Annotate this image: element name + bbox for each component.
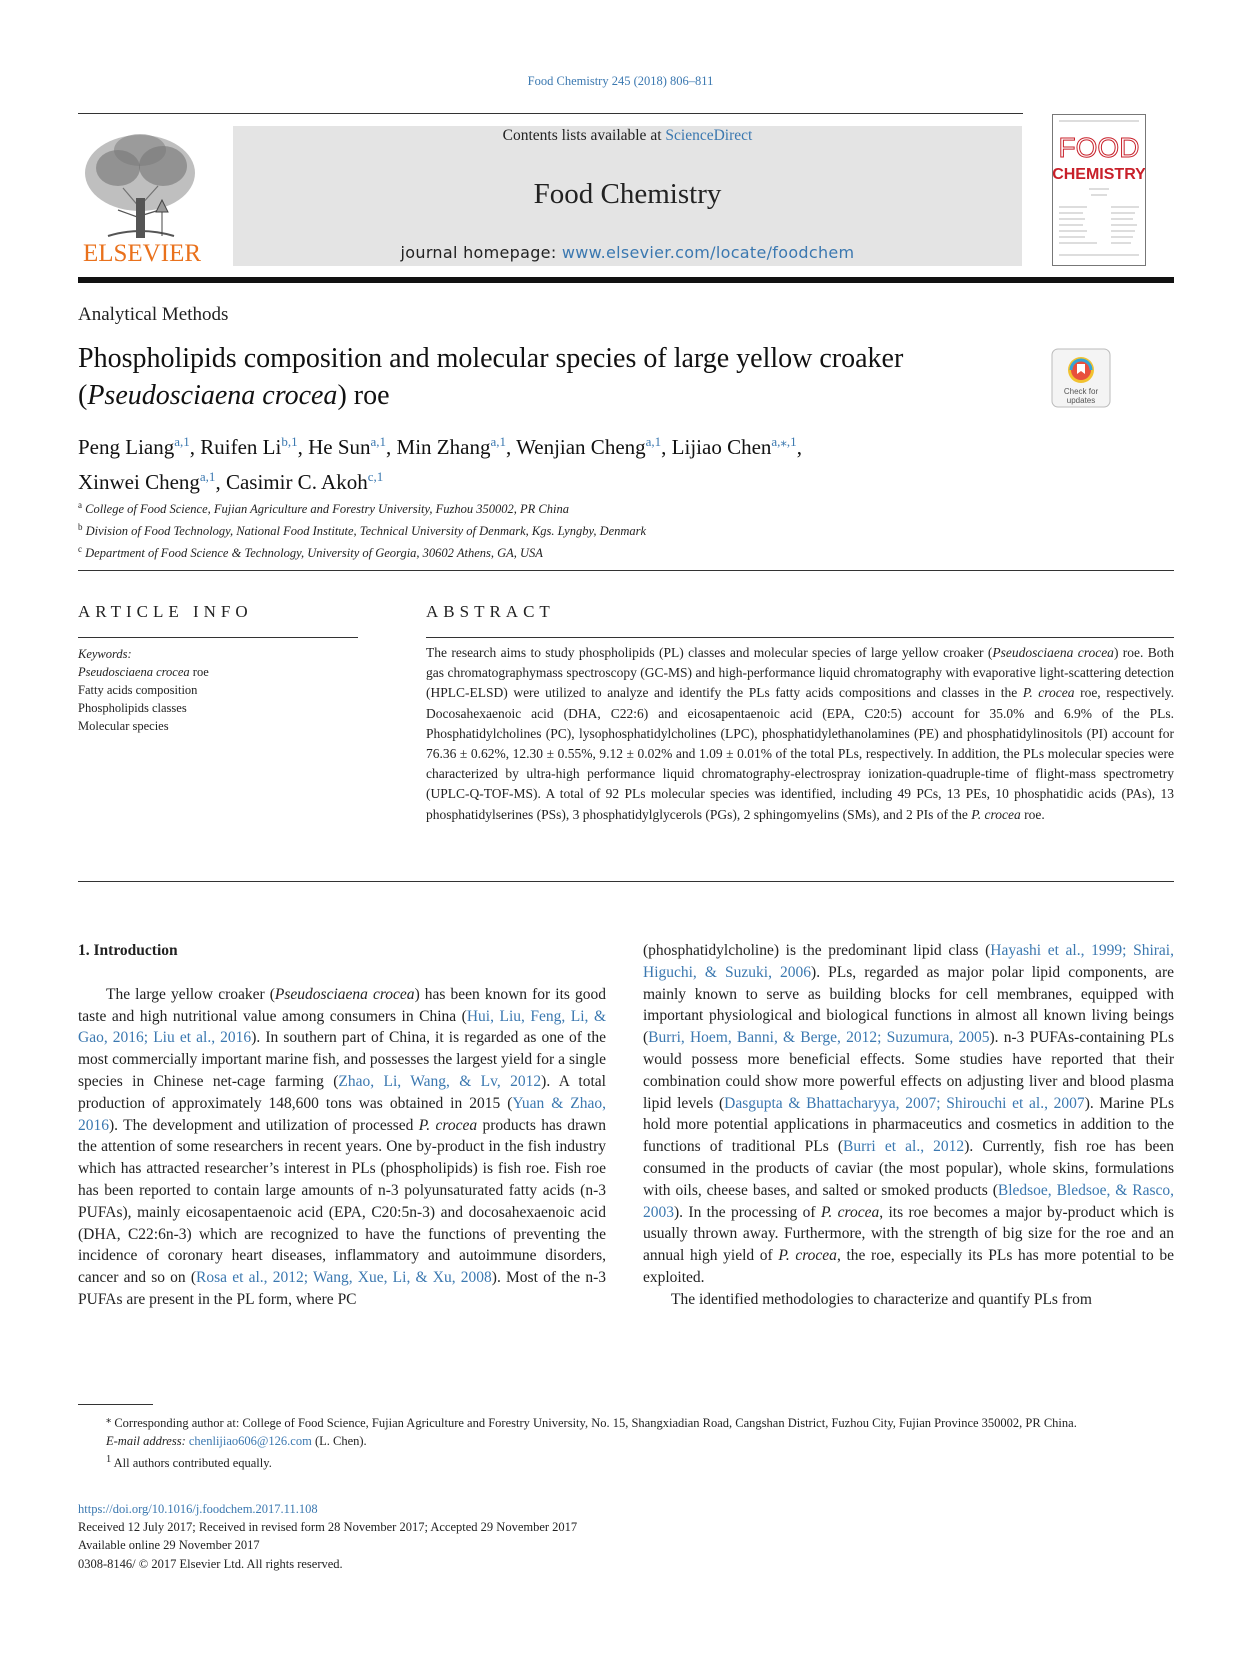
footnote-rule bbox=[78, 1404, 153, 1405]
article-info-heading: ARTICLE INFO bbox=[78, 602, 253, 621]
citation-link[interactable]: Rosa et al., 2012; Wang, Xue, Li, & Xu, 2008 bbox=[196, 1269, 492, 1287]
body-paragraph: (phosphatidylcholine) is the predominant lipid class (Hayashi et al., 1999; Shirai, Higuchi, & Suzuki, 2006). PLs, regarded as major polar lipid components, are mainly known to serve as building blocks for cell membranes, equipped with important physiological and biological functions in almost all known living beings (Burri, Hoem, Banni, & Berge, 2012; Suzumura, 2005). n-3 PUFAs-containing PLs would possess more beneficial effects. Some studies have reported that their combination could show more powerful effects on adjusting liver and blood plasma lipid levels (Dasgupta & Bhattacharyya, 2007; Shirouchi et al., 2007). Marine PLs hold more potential applications in pharmaceutics and cosmetics in addition to the functions of traditional PLs (Burri et al., 2012). Currently, fish roe has been consumed in the products of caviar (the most popular), whole skins, formulations with oils, cheese bases, and salted or smoked products (Bledsoe, Bledsoe, & Rasco, 2003). In the processing of P. crocea, its roe becomes a major by-product which is usually thrown away. Furthermore, with the strength of big size for the roe and an annual high yield of P. crocea, the roe, especially its PLs has more potential to be exploited. bbox=[643, 942, 1175, 1286]
author-affiliation-marker[interactable]: a,1 bbox=[370, 434, 387, 449]
abstract-heading: ABSTRACT bbox=[426, 602, 555, 621]
contents-prefix: Contents lists available at bbox=[502, 127, 666, 144]
citation-link[interactable]: Burri, Hoem, Banni, & Berge, 2012; Suzumura, 2005 bbox=[648, 1029, 990, 1047]
elsevier-tree-icon bbox=[78, 128, 206, 266]
author-name[interactable]: Xinwei Cheng bbox=[78, 470, 200, 494]
section-heading: 1. Introduction bbox=[78, 942, 178, 959]
svg-text:ELSEVIER: ELSEVIER bbox=[82, 240, 202, 266]
author-name[interactable]: Lijiao Chen bbox=[671, 435, 772, 459]
affiliation: $^c$ Department of Food Science & Technology, University of Georgia, 30602 Athens, GA, USA bbox=[78, 544, 543, 561]
author-name[interactable]: Min Zhang bbox=[396, 435, 491, 459]
divider bbox=[426, 637, 1174, 638]
abstract-text: The research aims to study phospholipids (PL) classes and molecular species of large yellow croaker (Pseudosciaena crocea) roe. Both gas chromatographymass spectroscopy (GC-MS) and high-performance liquid chromatography with evaporative light-scattering detection (HPLC-ELSD) were utilized to analyze and identify the PLs fatty acids compositions and classes in the P. crocea roe, respectively. Docosahexaenoic acid (DHA, C22:6) and eicosapentaenoic acid (EPA, C20:5) account for 35.0% and 6.9% of the PLs. Phosphatidylcholines (PC), lysophosphatidylcholines (LPC), phosphatidylethanolamines (PE) and phosphatidylinositols (PI) account for 76.36 ± 0.62%, 12.30 ± 0.55%, 9.12 ± 0.02% and 1.09 ± 0.01% of the total PLs, respectively. In addition, the PLs molecular species were characterized by ultra-high performance liquid chromatography-electrospray ionization-quadruple-time of flight-mass spectrometry (UPLC-Q-TOF-MS). A total of 92 PLs molecular species was identified, including 49 PCs, 13 PEs, 10 phosphatidic acids (PAs), 13 phosphatidylserines (PSs), 3 phosphatidylglycerols (PGs), 2 sphingomyelins (SMs), and 2 PIs of the P. crocea roe. bbox=[426, 645, 1174, 822]
affiliation: $^b$ Division of Food Technology, National Food Institute, Technical University of Denmark, Kgs. Lyngby, Denmark bbox=[78, 522, 647, 539]
received-dates: Received 12 July 2017; Received in revised form 28 November 2017; Accepted 29 November 2017 bbox=[78, 1520, 578, 1535]
italic-term: P. crocea bbox=[778, 1247, 837, 1265]
author-affiliation-marker[interactable]: a,1 bbox=[490, 434, 506, 449]
corresponding-author-note: ⁎ Corresponding author at: College of Food Science, Fujian Agriculture and Forestry University, No. 15, Shangxiadian Road, Cangshan District, Fuzhou City, Fujian Province 350002, PR China. bbox=[106, 1414, 1077, 1431]
svg-text:Check for: Check for bbox=[1063, 387, 1099, 396]
author-name[interactable]: Casimir C. Akoh bbox=[225, 470, 368, 494]
journal-title: Food Chemistry bbox=[533, 178, 722, 210]
keyword: Molecular species bbox=[78, 719, 169, 733]
citation-link[interactable]: Zhao, Li, Wang, & Lv, 2012 bbox=[338, 1072, 542, 1090]
footnotes bbox=[78, 1411, 1174, 1472]
article-title bbox=[78, 340, 1018, 414]
citation-link[interactable]: Bledsoe, Bledsoe, & Rasco, 2003 bbox=[643, 1181, 1175, 1221]
citation-link[interactable]: Yuan & Zhao, 2016 bbox=[78, 1094, 606, 1134]
svg-text:updates: updates bbox=[1066, 396, 1096, 405]
citation-link[interactable]: Dasgupta & Bhattacharyya, 2007; Shirouchi et al., 2007 bbox=[724, 1094, 1085, 1112]
cover-food-text: FOOD bbox=[1058, 132, 1140, 163]
keyword: Pseudosciaena crocea roe bbox=[78, 665, 209, 679]
contents-line bbox=[233, 127, 1022, 145]
elsevier-logo bbox=[78, 128, 206, 266]
author-affiliation-marker[interactable]: a,1 bbox=[645, 434, 662, 449]
citation-link[interactable]: Hui, Liu, Feng, Li, & Gao, 2016; Liu et al., 2016 bbox=[78, 1007, 607, 1047]
keywords-label: Keywords: bbox=[78, 647, 132, 661]
header-rule bbox=[78, 113, 1023, 114]
publication-info bbox=[78, 1500, 577, 1573]
email-link[interactable]: chenlijiao606@126.com bbox=[188, 1434, 312, 1449]
equal-contribution-note: $^1$ All authors contributed equally. bbox=[106, 1453, 272, 1470]
body-paragraph: The large yellow croaker (Pseudosciaena crocea) has been known for its good taste and high nutritional value among consumers in China (Hui, Liu, Feng, Li, & Gao, 2016; Liu et al., 2016). In southern part of China, it is regarded as one of the most commercially important marine fish, and possesses the largest yield for a single species in Chinese net-cage farming (Zhao, Li, Wang, & Lv, 2012). A total production of approximately 148,600 tons was obtained in 2015 (Yuan & Zhao, 2016). The development and utilization of processed P. crocea products has drawn the attention of some researchers in recent years. One by-product in the fish industry which has attracted researcher’s interest in PLs (phospholipids) is fish roe. Fish roe has been reported to contain large amounts of n-3 polyunsaturated fatty acids (n-3 PUFAs), mainly eicosapentaenoic acid (EPA, C20:5n-3) and docosahexaenoic acid (DHA, C22:6n-3) which are recognized to have the functions of preventing the incidence of coronary heart diseases, inflammatory and autoimmune disorders, cancer and so on (Rosa et al., 2012; Wang, Xue, Li, & Xu, 2008). Most of the n-3 PUFAs are present in the PL form, where PC bbox=[78, 985, 607, 1308]
author-affiliation-marker[interactable]: c,1 bbox=[367, 469, 384, 484]
divider bbox=[78, 637, 358, 638]
body-column-left bbox=[78, 940, 606, 1311]
citation-link[interactable]: Burri et al., 2012 bbox=[843, 1138, 965, 1156]
author-affiliation-marker[interactable]: a,1 bbox=[174, 434, 190, 449]
author-affiliation-marker[interactable]: b,1 bbox=[281, 434, 298, 449]
title-text-end: ) roe bbox=[337, 380, 390, 411]
title-text: Phospholipids composition and molecular species of large yellow croaker ( bbox=[78, 343, 904, 411]
author-name[interactable]: He Sun bbox=[308, 435, 371, 459]
citation-link[interactable]: Hayashi et al., 1999; Shirai, Higuchi, & Suzuki, 2006 bbox=[643, 942, 1174, 981]
check-for-updates-button[interactable] bbox=[1051, 348, 1111, 408]
article-section-type: Analytical Methods bbox=[78, 304, 229, 325]
journal-citation-link[interactable]: Food Chemistry 245 (2018) 806–811 bbox=[527, 74, 714, 88]
keywords-block bbox=[78, 645, 209, 735]
header-thick-rule bbox=[78, 277, 1174, 283]
body-paragraph: The identified methodologies to characterize and quantify PLs from bbox=[671, 1290, 1092, 1308]
homepage-prefix: journal homepage: bbox=[400, 243, 562, 262]
journal-homepage bbox=[233, 243, 1022, 262]
author-name[interactable]: Ruifen Li bbox=[200, 435, 282, 459]
author-name[interactable]: Wenjian Cheng bbox=[516, 435, 646, 459]
keyword: Phospholipids classes bbox=[78, 701, 187, 715]
journal-cover-thumbnail bbox=[1052, 114, 1146, 266]
affiliations bbox=[78, 496, 646, 562]
homepage-link[interactable]: www.elsevier.com/locate/foodchem bbox=[561, 243, 855, 262]
italic-term: P. crocea bbox=[820, 1203, 880, 1221]
title-species-italic: Pseudosciaena crocea bbox=[87, 380, 338, 411]
author-list: Peng Liang$^{a,1}$, Ruifen Li$^{b,1}$, He Sun$^{a,1}$, Min Zhang$^{a,1}$, Wenjian Cheng$^{a,1}$, Lijiao Chen$^{a,⁎,1}$, Xinwei Cheng$^{a,1}$, Casimir C. Akoh$^{c,1}$ bbox=[78, 434, 802, 494]
sciencedirect-link[interactable]: ScienceDirect bbox=[665, 127, 753, 144]
copyright: 0308-8146/ © 2017 Elsevier Ltd. All rights reserved. bbox=[78, 1556, 343, 1571]
author-affiliation-marker[interactable]: a,1 bbox=[199, 469, 216, 484]
author-affiliation-marker[interactable]: a,⁎,1 bbox=[771, 434, 797, 449]
cover-chemistry-text: CHEMISTRY bbox=[1053, 166, 1145, 183]
affiliation: $^a$ College of Food Science, Fujian Agriculture and Forestry University, Fuzhou 350002, PR China bbox=[78, 500, 569, 517]
doi-link[interactable]: https://doi.org/10.1016/j.foodchem.2017.11.108 bbox=[78, 1502, 318, 1516]
divider bbox=[78, 881, 1174, 882]
divider bbox=[78, 570, 1174, 571]
author-name[interactable]: Peng Liang bbox=[78, 435, 175, 459]
email-note: E-mail address: chenlijiao606@126.com (L. Chen). bbox=[106, 1434, 367, 1449]
keyword: Fatty acids composition bbox=[78, 683, 198, 697]
online-date: Available online 29 November 2017 bbox=[78, 1538, 260, 1553]
body-column-right bbox=[643, 940, 1174, 1311]
italic-term: P. crocea bbox=[418, 1116, 478, 1134]
italic-term: Pseudosciaena crocea bbox=[274, 985, 415, 1003]
